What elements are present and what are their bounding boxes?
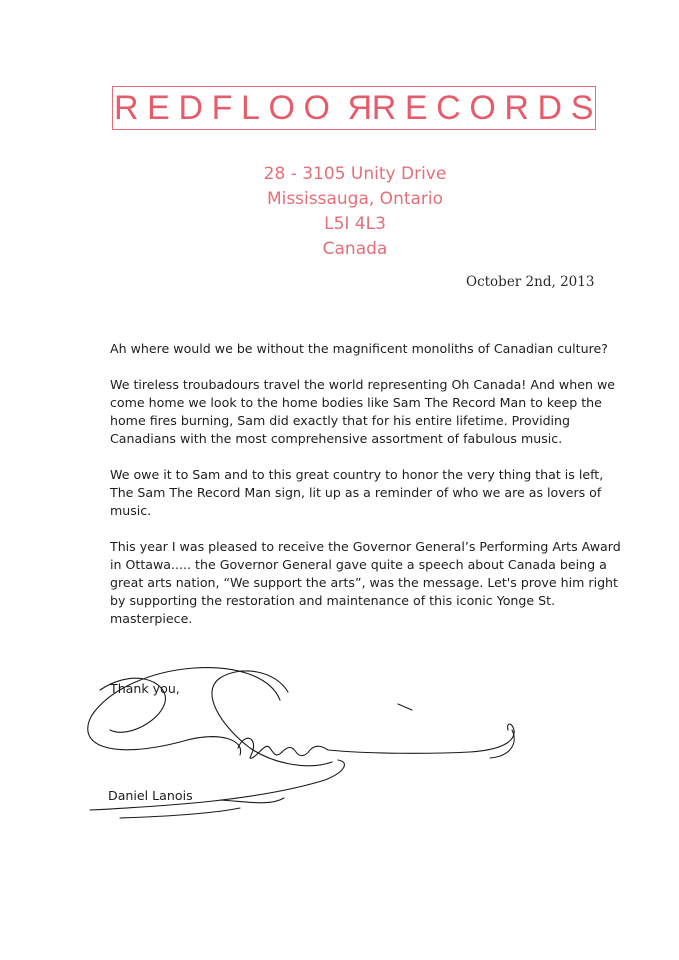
address-block bbox=[200, 162, 510, 262]
address-line-1: 28 - 3105 Unity Drive bbox=[263, 164, 447, 184]
address-line-2: Mississauga, Ontario bbox=[266, 189, 444, 209]
paragraph-2: We tireless troubadours travel the world representing Oh Canada! And when we come home we look to the home bodies like Sam The Record Man to keep the home fires burning, Sam did exactly that for his entire lifetime. Providing Canadians with the most comprehensive assortment of fabulous music. bbox=[110, 377, 615, 446]
letterhead-box bbox=[112, 86, 602, 130]
address-line-3: L5I 4L3 bbox=[324, 214, 386, 234]
signer-name: Daniel Lanois bbox=[108, 788, 193, 803]
brand-part-1: REDFLOO bbox=[114, 89, 339, 127]
address-line-4: Canada bbox=[322, 239, 388, 259]
letter-date: October 2nd, 2013 bbox=[466, 274, 595, 290]
paragraph-4: This year I was pleased to receive the Governor General’s Performing Arts Award in Ottawa..... the Governor General gave quite a speech about Canada being a great arts nation, “We support the arts”, was the message. Let's prove him right by supporting the restoration and maintenance of this iconic Yonge St. masterpiece. bbox=[110, 539, 621, 626]
closing: Thank you, bbox=[110, 681, 180, 696]
paragraph-3: We owe it to Sam and to this great country to honor the very thing that is left, The Sam The Record Man sign, lit up as a reminder of who we are as lovers of music. bbox=[110, 467, 604, 518]
brand-part-2: RECORDS bbox=[371, 89, 602, 127]
letter-body bbox=[110, 340, 630, 646]
paragraph-1: Ah where would we be without the magnificent monoliths of Canadian culture? bbox=[110, 341, 608, 356]
brand-reversed-letter: R bbox=[338, 89, 372, 127]
brand-logo bbox=[114, 91, 602, 125]
